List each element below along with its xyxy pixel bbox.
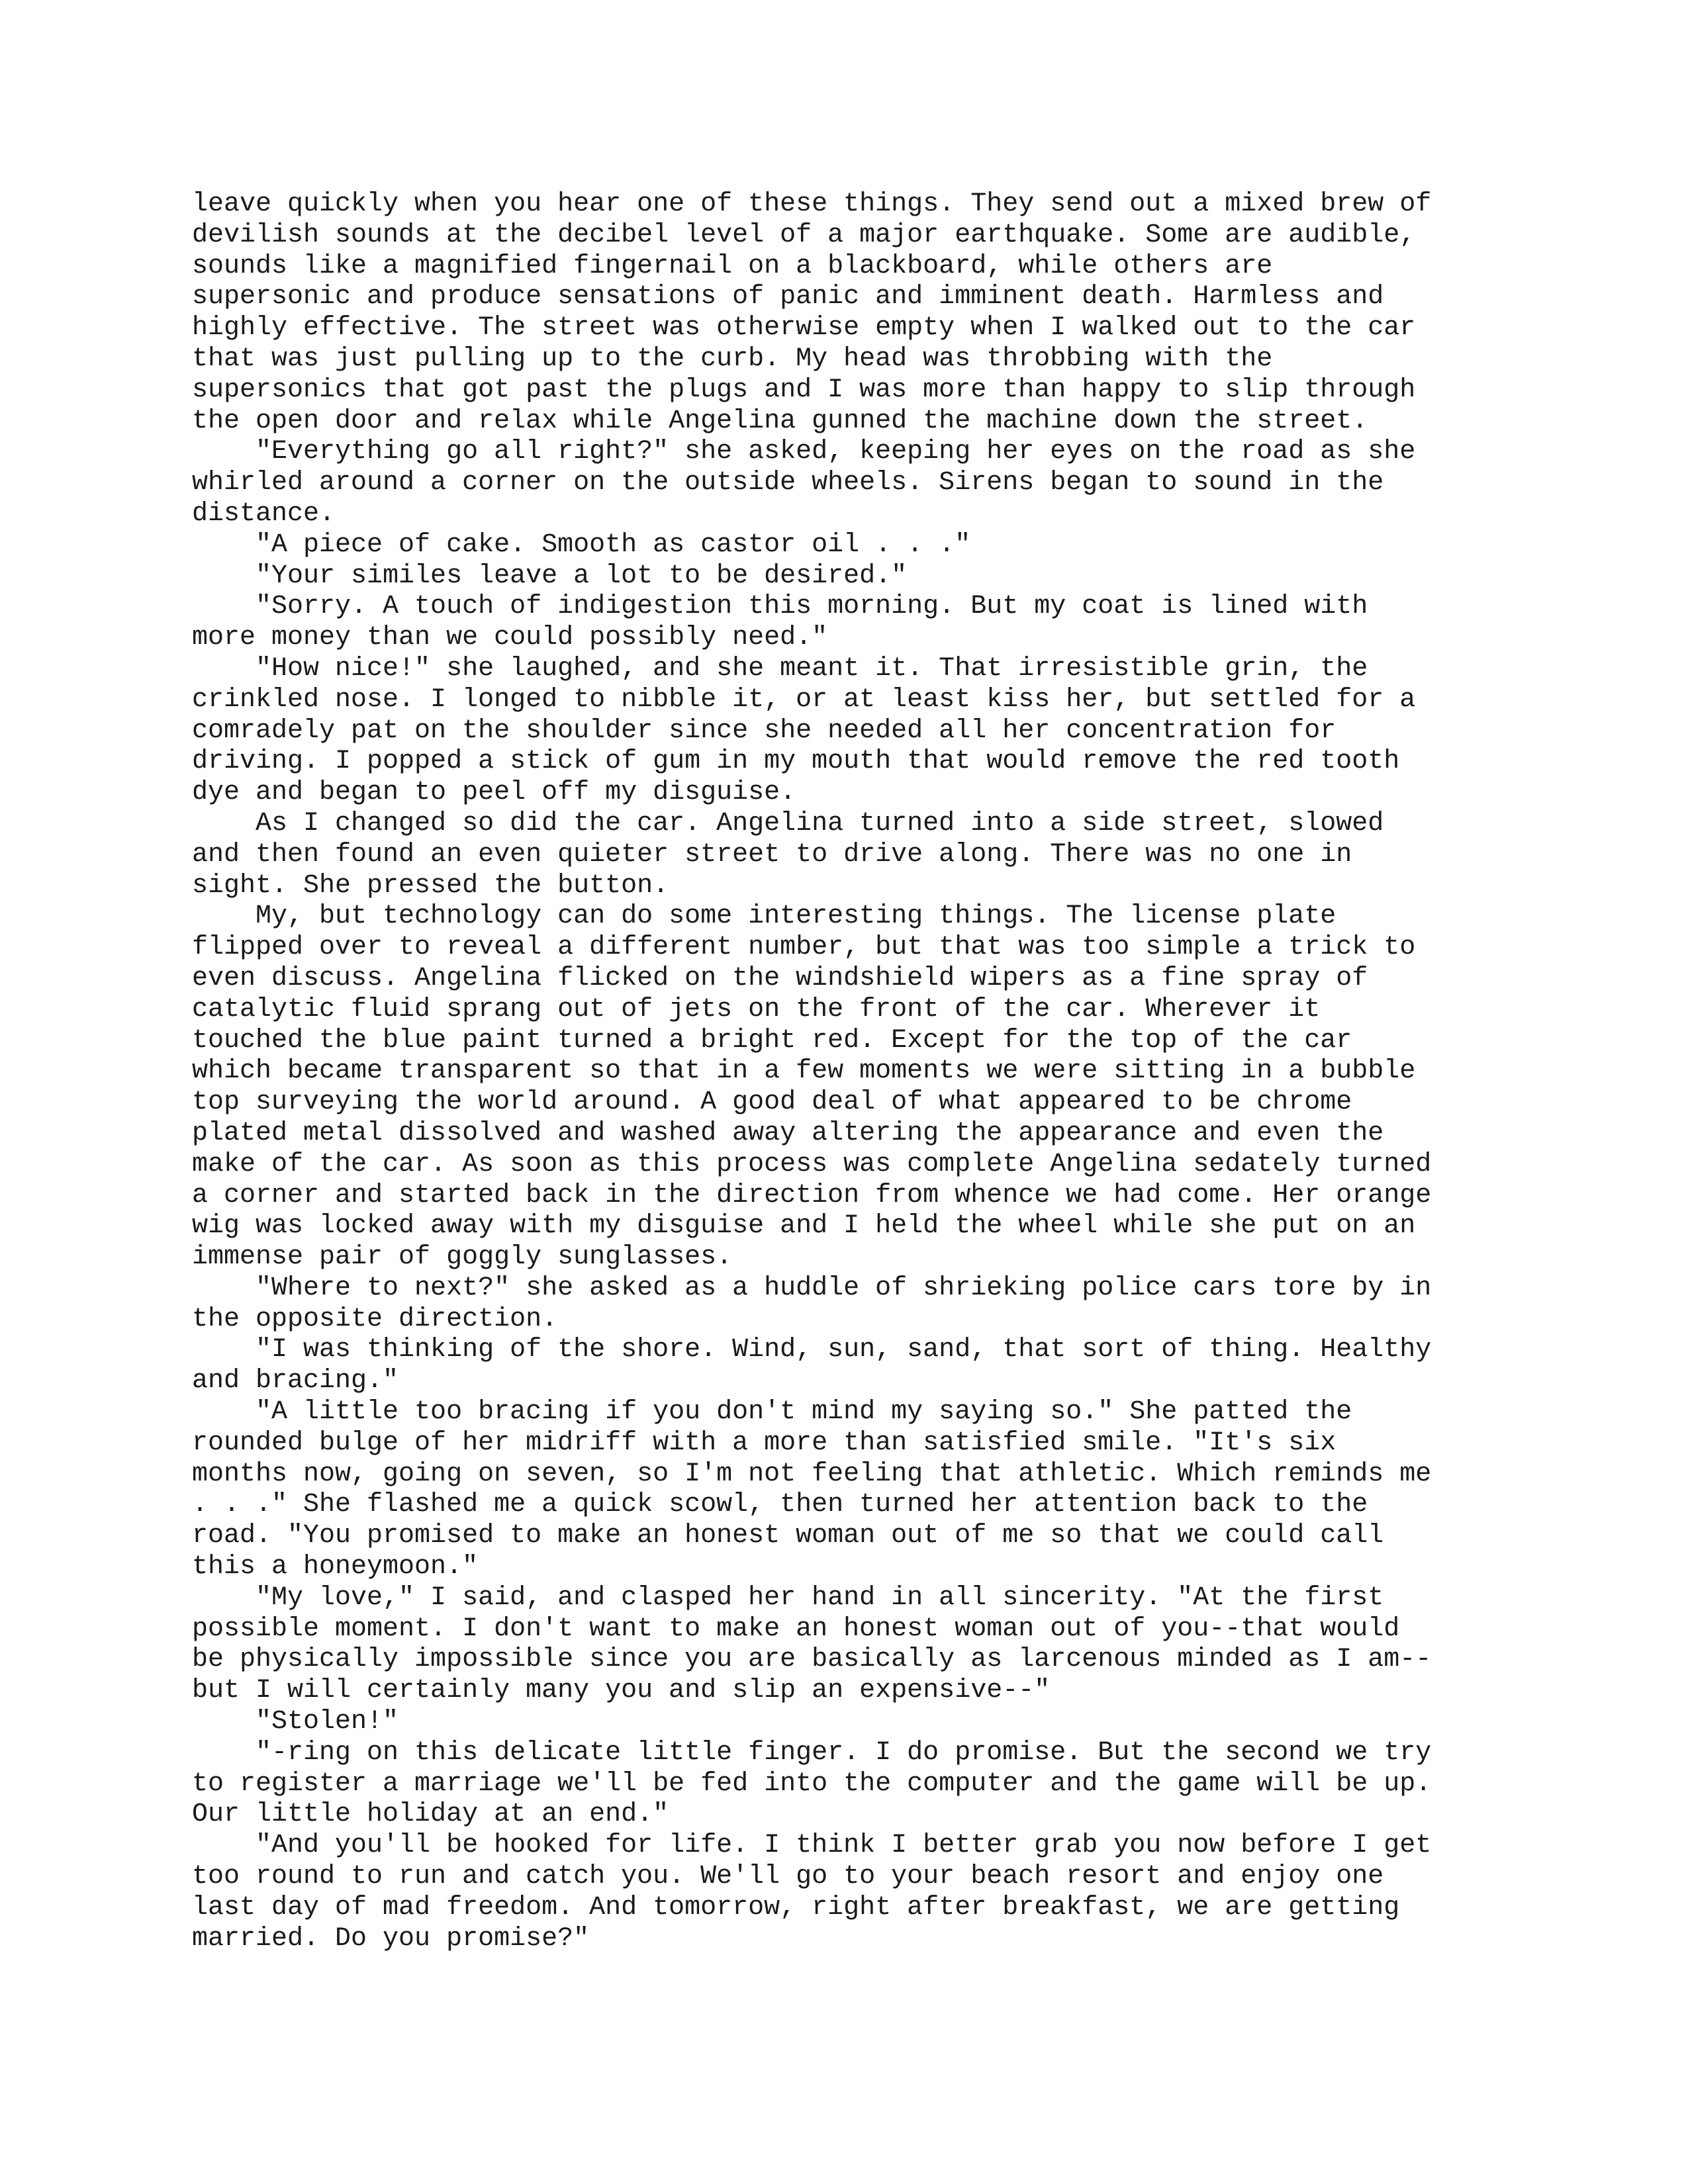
text-line: "Where to next?" she asked as a huddle of shrieking police cars tore by in — [192, 1273, 1432, 1303]
text-line: distance. — [192, 498, 336, 529]
text-line: possible moment. I don't want to make an honest woman out of you--that would — [192, 1614, 1400, 1644]
text-line: sight. She pressed the button. — [192, 870, 669, 901]
text-line: "Sorry. A touch of indigestion this morning. But my coat is lined with — [192, 592, 1368, 622]
text-line: devilish sounds at the decibel level of a major earthquake. Some are audible, — [192, 220, 1416, 250]
text-line: married. Do you promise?" — [192, 1923, 590, 1954]
text-line: catalytic fluid sprang out of jets on the front of the car. Wherever it — [192, 994, 1321, 1024]
text-line: . . ." She flashed me a quick scowl, then turned her attention back to the — [192, 1490, 1368, 1520]
text-line: months now, going on seven, so I'm not feeling that athletic. Which reminds me — [192, 1459, 1432, 1489]
text-line: "My love," I said, and clasped her hand in all sincerity. "At the first — [192, 1582, 1384, 1613]
text-line: "A piece of cake. Smooth as castor oil . . ." — [192, 529, 971, 560]
text-line: Our little holiday at an end." — [192, 1799, 669, 1830]
text-line: road. "You promised to make an honest woman out of me so that we could call — [192, 1521, 1384, 1551]
text-line: "Your similes leave a lot to be desired." — [192, 561, 908, 591]
text-line: that was just pulling up to the curb. My head was throbbing with the — [192, 343, 1273, 374]
text-line: supersonics that got past the plugs and I was more than happy to slip through — [192, 375, 1416, 405]
text-line: "-ring on this delicate little finger. I do promise. But the second we try — [192, 1737, 1432, 1768]
text-line: driving. I popped a stick of gum in my mouth that would remove the red tooth — [192, 747, 1400, 777]
text-line: My, but technology can do some interesting things. The license plate — [192, 901, 1336, 932]
text-line: make of the car. As soon as this process was complete Angelina sedately turned — [192, 1149, 1432, 1179]
text-line: and then found an even quieter street to drive along. There was no one in — [192, 839, 1352, 870]
text-line: plated metal dissolved and washed away altering the appearance and even the — [192, 1118, 1384, 1148]
text-line: supersonic and produce sensations of panic and imminent death. Harmless and — [192, 282, 1384, 312]
text-line: too round to run and catch you. We'll go to your beach resort and enjoy one — [192, 1862, 1384, 1892]
text-line: rounded bulge of her midriff with a more than satisfied smile. "It's six — [192, 1428, 1336, 1458]
text-line: "Everything go all right?" she asked, keeping her eyes on the road as she — [192, 437, 1416, 467]
text-line: touched the blue paint turned a bright red. Except for the top of the car — [192, 1025, 1352, 1056]
text-line: and bracing." — [192, 1366, 399, 1396]
text-line: more money than we could possibly need." — [192, 623, 828, 653]
text-line: "And you'll be hooked for life. I think I better grab you now before I get — [192, 1831, 1432, 1861]
text-line: immense pair of goggly sunglasses. — [192, 1242, 733, 1273]
text-line: last day of mad freedom. And tomorrow, right after breakfast, we are getting — [192, 1892, 1400, 1923]
text-line: crinkled nose. I longed to nibble it, or at least kiss her, but settled for a — [192, 684, 1416, 715]
text-line: wig was locked away with my disguise and I held the wheel while she put on an — [192, 1211, 1416, 1242]
text-line: "A little too bracing if you don't mind my saying so." She patted the — [192, 1397, 1352, 1428]
text-line: which became transparent so that in a few moments we were sitting in a bubble — [192, 1056, 1416, 1087]
text-line: the opposite direction. — [192, 1304, 558, 1334]
text-line: highly effective. The street was otherwise empty when I walked out to the car — [192, 313, 1416, 343]
text-line: comradely pat on the shoulder since she needed all her concentration for — [192, 715, 1336, 746]
text-line: whirled around a corner on the outside wheels. Sirens began to sound in the — [192, 468, 1384, 498]
text-line: As I changed so did the car. Angelina turned into a side street, slowed — [192, 808, 1384, 839]
text-line: but I will certainly many you and slip an expensive--" — [192, 1676, 1051, 1706]
text-line: "I was thinking of the shore. Wind, sun, sand, that sort of thing. Healthy — [192, 1335, 1432, 1365]
text-line: "Stolen!" — [192, 1707, 399, 1737]
text-line: "How nice!" she laughed, and she meant it. That irresistible grin, the — [192, 653, 1368, 684]
text-line: be physically impossible since you are basically as larcenous minded as I am-- — [192, 1645, 1432, 1675]
text-line: this a honeymoon." — [192, 1552, 479, 1582]
text-line: even discuss. Angelina flicked on the windshield wipers as a fine spray of — [192, 963, 1368, 993]
text-line: to register a marriage we'll be fed into the computer and the game will be up. — [192, 1768, 1432, 1799]
text-line: flipped over to reveal a different number, but that was too simple a trick to — [192, 933, 1416, 963]
text-line: dye and began to peel off my disguise. — [192, 778, 796, 808]
text-line: the open door and relax while Angelina gunned the machine down the street. — [192, 406, 1368, 436]
text-line: leave quickly when you hear one of these things. They send out a mixed brew of — [192, 189, 1432, 219]
text-line: a corner and started back in the direction from whence we had come. Her orange — [192, 1180, 1432, 1210]
page-text — [192, 189, 1516, 1954]
text-line: top surveying the world around. A good deal of what appeared to be chrome — [192, 1087, 1352, 1118]
text-line: sounds like a magnified fingernail on a blackboard, while others are — [192, 251, 1273, 281]
